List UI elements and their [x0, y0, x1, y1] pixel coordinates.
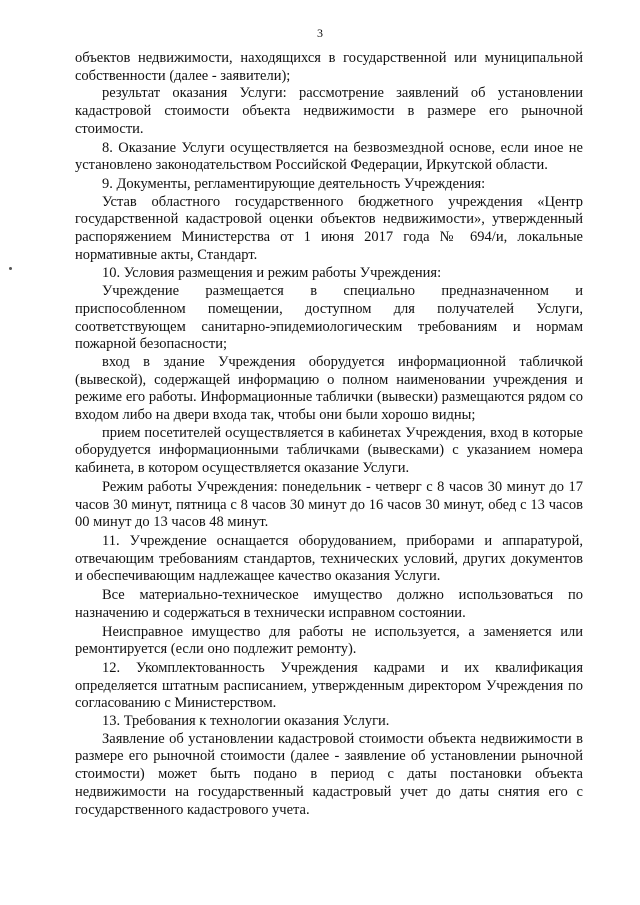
- paragraph-item-9-heading: 9. Документы, регламентирующие деятельность Учреждения:: [102, 175, 486, 192]
- paragraph-item-11: 11. Учреждение оснащается оборудованием, приборами и аппаратурой, отвечающим требованиям стандартов, технических условий, других документов и обеспечивающим надлежащее качество оказания Услуги.: [75, 532, 583, 585]
- paragraph-equipment-use: Все материально-техническое имущество должно использоваться по назначению и содержаться в технически исправном состоянии.: [75, 587, 583, 621]
- paragraph-item-13-heading: 13. Требования к технологии оказания Услуги.: [102, 713, 390, 730]
- paragraph-item-8: 8. Оказание Услуги осуществляется на безвозмездной основе, если иное не установлено законодательством Российской Федерации, Иркутской области.: [75, 139, 583, 174]
- margin-dot: [9, 267, 12, 270]
- paragraph-visitor-reception: прием посетителей осуществляется в кабинетах Учреждения, вход в которые оборудуется информационными табличками (вывесками) с указанием номера кабинета, в котором осуществляется оказание Услуги.: [75, 424, 583, 477]
- paragraph-service-result: результат оказания Услуги: рассмотрение заявлений об установлении кадастровой стоимости объекта недвижимости в размере его рыночной стоимости.: [75, 85, 583, 137]
- paragraph-charter: Устав областного государственного бюджетного учреждения «Центр государственной кадастровой оценки объектов недвижимости», утвержденный распоряжением Министерства от 1 июня 2017 года № 694/и, локальные нормативные акты, Стандарт.: [75, 193, 583, 263]
- document-body: [75, 50, 583, 819]
- paragraph-item-10-heading: 10. Условия размещения и режим работы Учреждения:: [102, 265, 442, 282]
- paragraph-premises: Учреждение размещается в специально предназначенном и приспособленном помещении, доступном для получателей Услуги, соответствующем санитарно-эпидемиологическим требованиям и нормам пожарной безопасности;: [75, 283, 583, 353]
- paragraph-application-period: Заявление об установлении кадастровой стоимости объекта недвижимости в размере его рыночной стоимости (далее - заявление об установлении рыночной стоимости) может быть подано в период с даты постановки объекта недвижимости на государственный кадастровый учет до даты снятия его с государственного кадастрового учета.: [75, 730, 583, 818]
- paragraph-entrance-sign: вход в здание Учреждения оборудуется информационной табличкой (вывеской), содержащей информацию о полном наименовании учреждения и режиме его работы. Информационные таблички (вывески) размещаются рядом со входом либо на двери входа так, чтобы они были хорошо видны;: [75, 353, 583, 424]
- page-number: 3: [317, 26, 323, 40]
- paragraph-faulty-equipment: Неисправное имущество для работы не используется, а заменяется или ремонтируется (если оно подлежит ремонту).: [75, 623, 583, 658]
- paragraph-item-12: 12. Укомплектованность Учреждения кадрами и их квалификация определяется штатным расписанием, утвержденным директором Учреждения по согласованию с Министерством.: [75, 659, 583, 712]
- paragraph-applicants-continuation: объектов недвижимости, находящихся в государственной или муниципальной собственности (далее - заявители);: [75, 50, 583, 84]
- paragraph-working-hours: Режим работы Учреждения: понедельник - четверг с 8 часов 30 минут до 17 часов 30 минут, пятница с 8 часов 30 минут до 16 часов 30 минут, обед с 13 часов 00 минут до 13 часов 48 минут.: [75, 478, 583, 531]
